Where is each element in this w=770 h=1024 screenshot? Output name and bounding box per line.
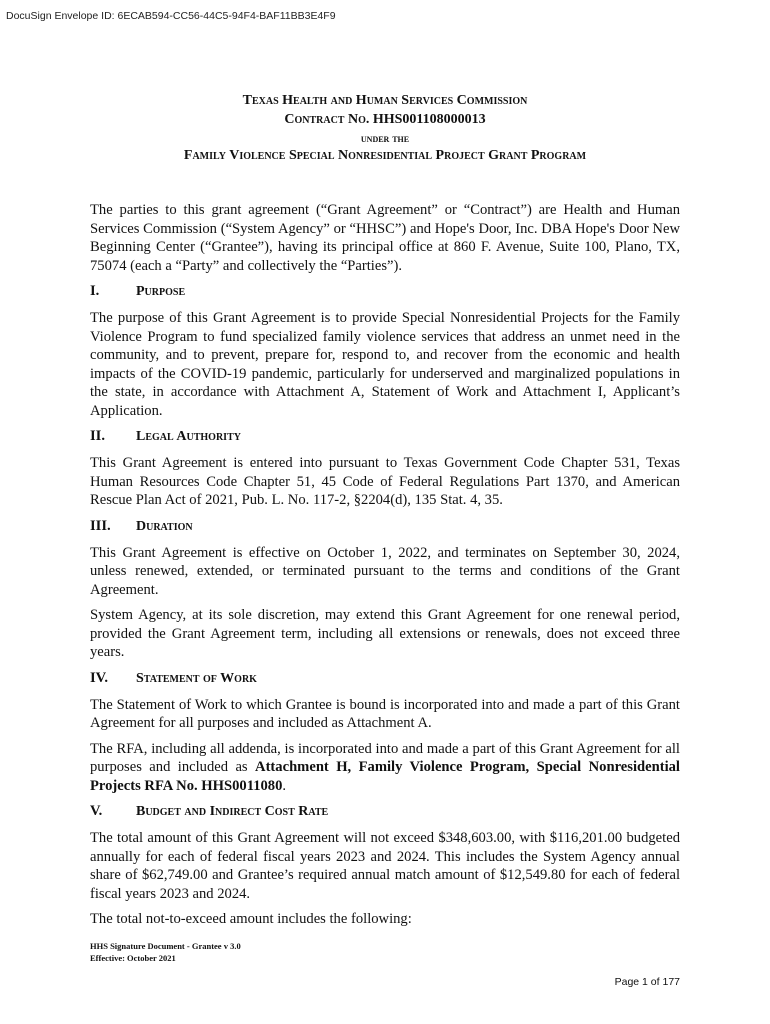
page-number: Page 1 of 177: [614, 976, 680, 988]
statement-of-work-paragraph: The Statement of Work to which Grantee is bound is incorporated into and made a part of this Grant Agreement for all purposes and included as Attachment A.: [90, 696, 680, 731]
contract-number: HHS001108000013: [372, 112, 486, 127]
rfa-end: .: [282, 777, 287, 794]
section-number: V.: [90, 803, 103, 819]
section-heading-duration: [90, 517, 680, 536]
intro-paragraph: The parties to this grant agreement (“Grant Agreement” or “Contract”) are Health and Human Services Commission (“System Agency” or “HHSC”) and Hope's Door, Inc. DBA Hope's Door New Beginning Center (“Grantee”), having its principal office at 860 F. Avenue, Suite 100, Plano, TX, 75074 (each a “Party” and collectively the “Parties”).: [90, 202, 680, 274]
under-the-label: under the: [360, 133, 410, 145]
section-number: II.: [90, 428, 106, 444]
section-heading-legal-authority: [90, 427, 680, 446]
rfa-paragraph: [90, 740, 680, 796]
budget-paragraph: The total amount of this Grant Agreement will not exceed $348,603.00, with $116,201.00 budgeted annually for each of federal fiscal years 2023 and 2024. This includes the System Agency annual share of $62,749.00 and Grantee’s required annual match amount of $12,549.80 for each of federal fiscal years 2023 and 2024.: [90, 830, 680, 902]
section-heading-statement-of-work: [90, 669, 680, 688]
document-footer: [90, 940, 241, 964]
section-title: Duration: [136, 518, 193, 534]
section-title: Legal Authority: [136, 429, 241, 444]
rfa-text: The RFA, including all addenda, is incorporated into and made a part of this Grant Agreement for all purposes and included as: [90, 740, 680, 775]
section-title: Statement of Work: [136, 670, 257, 686]
agency-title: Texas Health and Human Services Commission: [242, 93, 528, 108]
contract-label: Contract No.: [284, 112, 370, 127]
rfa-attachment-reference: Attachment H, Family Violence Program, Special Nonresidential Projects RFA No. HHS0011080: [90, 759, 680, 794]
purpose-paragraph: The purpose of this Grant Agreement is to provide Special Nonresidential Projects for the Family Violence Program to fund specialized family violence services that address an unmet need in the community, and to prevent, prepare for, respond to, and recover from the economic and health impacts of the COVID-19 pandemic, particularly for underserved and marginalized populations in the state, in accordance with Attachment A, Statement of Work and Attachment I, Applicant’s Application.: [90, 310, 680, 419]
contract-number-line: [0, 112, 770, 128]
legal-authority-paragraph: This Grant Agreement is entered into pursuant to Texas Government Code Chapter 531, Texas Human Resources Code Chapter 51, 45 Code of Federal Regulations Part 1370, and American Rescue Plan Act of 2021, Pub. L. No. 117-2, §2204(d), 135 Stat. 4, 35.: [90, 455, 680, 508]
section-title: Budget and Indirect Cost Rate: [136, 804, 329, 819]
section-heading-purpose: [90, 282, 680, 301]
section-number: IV.: [90, 669, 108, 686]
duration-paragraph: This Grant Agreement is effective on October 1, 2022, and terminates on September 30, 2024, unless renewed, extended, or terminated pursuant to the terms and conditions of the Grant Agreement.: [90, 544, 680, 598]
section-heading-budget: [90, 802, 680, 821]
section-number: I.: [90, 283, 100, 299]
section-number: III.: [90, 517, 111, 534]
document-body: [90, 201, 680, 936]
footer-version: HHS Signature Document - Grantee v 3.0: [90, 941, 241, 951]
section-title: Purpose: [136, 284, 186, 299]
budget-includes-paragraph: The total not-to-exceed amount includes the following:: [90, 911, 412, 927]
footer-effective-date: Effective: October 2021: [90, 953, 176, 963]
renewal-paragraph: System Agency, at its sole discretion, may extend this Grant Agreement for one renewal period, provided the Grant Agreement term, including all extensions or renewals, does not exceed three years.: [90, 607, 680, 660]
envelope-id: DocuSign Envelope ID: 6ECAB594-CC56-44C5-94F4-BAF11BB3E4F9: [6, 10, 336, 22]
program-title: Family Violence Special Nonresidential Project Grant Program: [183, 148, 587, 163]
